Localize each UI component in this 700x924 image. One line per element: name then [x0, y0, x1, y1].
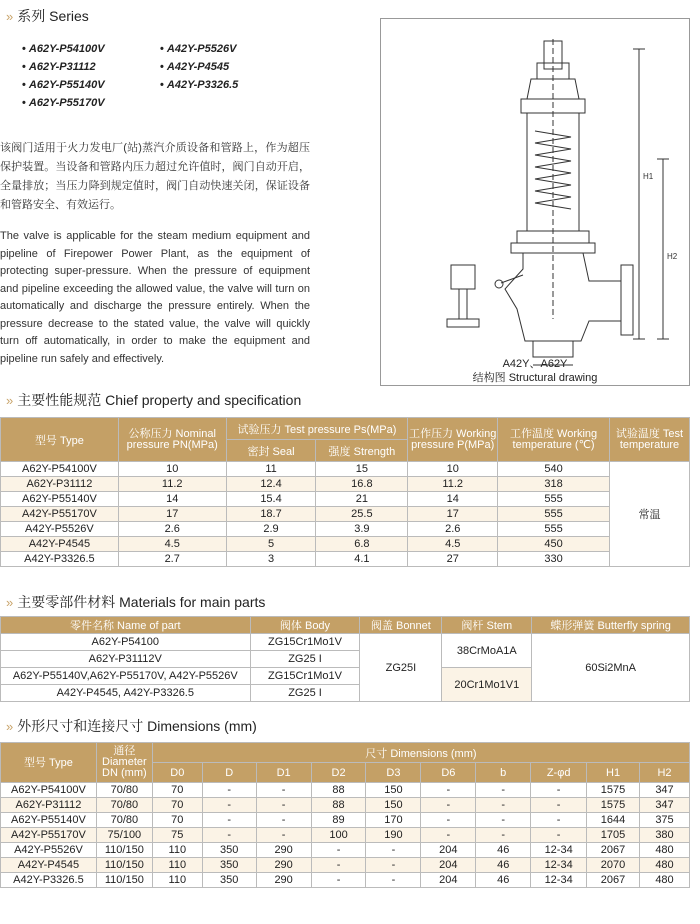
- cell: ZG25I: [360, 634, 442, 702]
- description-en: The valve is applicable for the steam medium equipment and pipeline of Firepower Power Plant, as the equipment of protecting super-pressure. When the pressure of equipment and pipeline exceeding the allowed value, the valve will turn on automatically and discharge the pressure entirely. When the pressure decrease to the stated value, the valve will quickly turn off automatically, in order to make the equipment and pipeline run safely and effectively.: [0, 230, 310, 365]
- cell: 350: [202, 873, 256, 888]
- table-row: [1, 634, 690, 651]
- cell: 21: [316, 492, 408, 507]
- cell: 70/80: [96, 813, 152, 828]
- series-model: • A62Y-P55140V: [22, 76, 105, 94]
- cell: A42Y-P4545: [1, 858, 97, 873]
- chief-table: [0, 417, 690, 567]
- col-d2: D2: [311, 763, 366, 783]
- cell: 100: [311, 828, 366, 843]
- cell: A62Y-P31112V: [1, 651, 251, 668]
- cell: 3: [226, 552, 316, 567]
- cell: 89: [311, 813, 366, 828]
- cell: 350: [202, 858, 256, 873]
- chevron-icon: »: [6, 9, 12, 24]
- table-row: [1, 843, 690, 858]
- cell: 1575: [587, 798, 640, 813]
- cell: A42Y-P5526V: [1, 522, 119, 537]
- cell: 46: [476, 843, 531, 858]
- col-z-d: Z-φd: [531, 763, 587, 783]
- materials-title: » 主要零部件材料 Materials for main parts: [6, 594, 266, 610]
- cell: 2.9: [226, 522, 316, 537]
- col-type: 型号 Type: [1, 418, 119, 462]
- cell: -: [531, 828, 587, 843]
- cell: -: [311, 873, 366, 888]
- cell: 110: [152, 843, 202, 858]
- cell: 290: [256, 858, 311, 873]
- cell: -: [421, 783, 476, 798]
- col-test-pressure: 试验压力 Test pressure Ps(MPa): [226, 418, 408, 440]
- cell: -: [421, 798, 476, 813]
- cell: 1644: [587, 813, 640, 828]
- cell: 70: [152, 798, 202, 813]
- table-row: [1, 813, 690, 828]
- cell: 110: [152, 858, 202, 873]
- cell: A62Y-P55140V: [1, 492, 119, 507]
- cell: -: [421, 813, 476, 828]
- cell: 2.6: [118, 522, 226, 537]
- col-d3: D3: [366, 763, 421, 783]
- cell: 3.9: [316, 522, 408, 537]
- col-working-pressure: 工作压力 Working pressure P(MPa): [408, 418, 498, 462]
- chevron-icon: »: [6, 719, 12, 734]
- cell: 2070: [587, 858, 640, 873]
- cell: 10: [118, 462, 226, 477]
- cell: -: [366, 873, 421, 888]
- table-row: [1, 477, 690, 492]
- cell: -: [202, 798, 256, 813]
- cell: 2.7: [118, 552, 226, 567]
- cell: 70: [152, 813, 202, 828]
- drawing-caption: 结构图 Structural drawing: [472, 372, 598, 384]
- cell: 11: [226, 462, 316, 477]
- series-title: » 系列 Series: [6, 8, 89, 24]
- table-row: [1, 522, 690, 537]
- cell: 17: [408, 507, 498, 522]
- cell: 170: [366, 813, 421, 828]
- cell: A62Y-P55140V: [1, 813, 97, 828]
- cell: 2067: [587, 873, 640, 888]
- series-model: • A42Y-P3326.5: [160, 76, 238, 94]
- col-nominal: 公称压力 Nominal pressure PN(MPa): [118, 418, 226, 462]
- series-model: • A62Y-P31112: [22, 58, 105, 76]
- test-temp-cell: 常温: [610, 462, 690, 567]
- chevron-icon: »: [6, 595, 12, 610]
- table-row: [1, 492, 690, 507]
- cell: 12-34: [531, 843, 587, 858]
- cell: -: [531, 798, 587, 813]
- cell: 110: [152, 873, 202, 888]
- col-working-temp: 工作温度 Working temperature (℃): [498, 418, 610, 462]
- cell: -: [256, 798, 311, 813]
- cell: -: [366, 843, 421, 858]
- cell: 190: [366, 828, 421, 843]
- cell: 10: [408, 462, 498, 477]
- cell: 204: [421, 873, 476, 888]
- cell: 18.7: [226, 507, 316, 522]
- cell: 11.2: [118, 477, 226, 492]
- cell: 1575: [587, 783, 640, 798]
- table-row: [1, 828, 690, 843]
- cell: -: [476, 813, 531, 828]
- col-stem: 阀杆 Stem: [442, 617, 532, 634]
- cell: 290: [256, 843, 311, 858]
- table-row: [1, 858, 690, 873]
- structural-drawing: [380, 18, 690, 386]
- col-d1: D1: [256, 763, 311, 783]
- cell: 555: [498, 522, 610, 537]
- cell: -: [256, 828, 311, 843]
- cell: ZG25 I: [250, 651, 360, 668]
- cell: -: [421, 828, 476, 843]
- cell: A42Y-P4545: [1, 537, 119, 552]
- cell: 204: [421, 843, 476, 858]
- cell: A42Y-P4545, A42Y-P3326.5: [1, 685, 251, 702]
- cell: 150: [366, 783, 421, 798]
- col-dims: 尺寸 Dimensions (mm): [152, 743, 689, 763]
- cell: A62Y-P55140V,A62Y-P55170V, A42Y-P5526V: [1, 668, 251, 685]
- cell: -: [476, 783, 531, 798]
- cell: -: [531, 813, 587, 828]
- cell: A62Y-P54100: [1, 634, 251, 651]
- col-bonnet: 阀盖 Bonnet: [360, 617, 442, 634]
- col-h1: H1: [587, 763, 640, 783]
- cell: 46: [476, 873, 531, 888]
- cell: 15.4: [226, 492, 316, 507]
- cell: A62Y-P31112: [1, 477, 119, 492]
- series-model: • A62Y-P55170V: [22, 94, 105, 112]
- dim-label-h2: H2: [667, 252, 678, 261]
- cell: 14: [408, 492, 498, 507]
- cell: A42Y-P55170V: [1, 507, 119, 522]
- cell: 25.5: [316, 507, 408, 522]
- series-model: • A62Y-P54100V: [22, 40, 105, 58]
- cell: 4.5: [118, 537, 226, 552]
- cell: 70: [152, 783, 202, 798]
- cell: 70/80: [96, 783, 152, 798]
- valve-drawing-svg: [381, 19, 689, 385]
- chief-title: » 主要性能规范 Chief property and specification: [6, 392, 302, 408]
- cell: 88: [311, 783, 366, 798]
- cell: 330: [498, 552, 610, 567]
- col-type: 型号 Type: [1, 743, 97, 783]
- materials-table: [0, 616, 690, 702]
- cell: 27: [408, 552, 498, 567]
- chevron-icon: »: [6, 393, 12, 408]
- col-d: D: [202, 763, 256, 783]
- cell: A62Y-P31112: [1, 798, 97, 813]
- cell: 318: [498, 477, 610, 492]
- cell: -: [256, 783, 311, 798]
- dimensions-table: [0, 742, 690, 888]
- cell: 17: [118, 507, 226, 522]
- cell: A42Y-P3326.5: [1, 552, 119, 567]
- col-dn: 通径 Diameter DN (mm): [96, 743, 152, 783]
- cell: 60Si2MnA: [532, 634, 690, 702]
- dimensions-title: » 外形尺寸和连接尺寸 Dimensions (mm): [6, 718, 257, 734]
- dim-label-h1: H1: [643, 172, 654, 181]
- col-d6: D6: [421, 763, 476, 783]
- cell: 11.2: [408, 477, 498, 492]
- cell: 2067: [587, 843, 640, 858]
- cell: 38CrMoA1A: [442, 634, 532, 668]
- series-model: • A42Y-P5526V: [160, 40, 238, 58]
- cell: A62Y-P54100V: [1, 462, 119, 477]
- col-spring: 蝶形弹簧 Butterfly spring: [532, 617, 690, 634]
- cell: 5: [226, 537, 316, 552]
- col-body: 阀体 Body: [250, 617, 360, 634]
- cell: 75: [152, 828, 202, 843]
- cell: 150: [366, 798, 421, 813]
- cell: 480: [640, 873, 690, 888]
- cell: 480: [640, 843, 690, 858]
- cell: A42Y-P55170V: [1, 828, 97, 843]
- cell: -: [202, 828, 256, 843]
- cell: 12-34: [531, 873, 587, 888]
- cell: -: [202, 783, 256, 798]
- cell: -: [311, 843, 366, 858]
- cell: A42Y-P3326.5: [1, 873, 97, 888]
- cell: 350: [202, 843, 256, 858]
- table-row: [1, 552, 690, 567]
- col-h2: H2: [640, 763, 690, 783]
- cell: 15: [316, 462, 408, 477]
- cell: ZG25 I: [250, 685, 360, 702]
- cell: 375: [640, 813, 690, 828]
- table-row: [1, 798, 690, 813]
- cell: -: [256, 813, 311, 828]
- col-b: b: [476, 763, 531, 783]
- cell: 6.8: [316, 537, 408, 552]
- table-row: [1, 462, 690, 477]
- col-strength: 强度 Strength: [316, 440, 408, 462]
- cell: -: [476, 798, 531, 813]
- cell: 14: [118, 492, 226, 507]
- drawing-model-caption: A42Y、A62Y: [502, 358, 568, 370]
- cell: 4.1: [316, 552, 408, 567]
- cell: 110/150: [96, 873, 152, 888]
- cell: 540: [498, 462, 610, 477]
- cell: 347: [640, 783, 690, 798]
- cell: 290: [256, 873, 311, 888]
- cell: 75/100: [96, 828, 152, 843]
- cell: 110/150: [96, 843, 152, 858]
- cell: ZG15Cr1Mo1V: [250, 634, 360, 651]
- cell: 70/80: [96, 798, 152, 813]
- col-seal: 密封 Seal: [226, 440, 316, 462]
- cell: 2.6: [408, 522, 498, 537]
- cell: 16.8: [316, 477, 408, 492]
- col-part: 零件名称 Name of part: [1, 617, 251, 634]
- cell: 555: [498, 507, 610, 522]
- cell: -: [366, 858, 421, 873]
- cell: 480: [640, 858, 690, 873]
- col-test-temp: 试验温度 Test temperature: [610, 418, 690, 462]
- cell: A42Y-P5526V: [1, 843, 97, 858]
- cell: 1705: [587, 828, 640, 843]
- cell: 347: [640, 798, 690, 813]
- cell: -: [311, 858, 366, 873]
- table-row: [1, 537, 690, 552]
- cell: 110/150: [96, 858, 152, 873]
- cell: -: [202, 813, 256, 828]
- description-zh: 该阀门适用于火力发电厂(站)蒸汽介质设备和管路上，作为超压保护装置。当设备和管路内压力超过允许值时，阀门自动开启，全量排放；当压力降到规定值时，阀门自动快速关闭，保证设备和管路安全、有效运行。: [0, 142, 310, 211]
- series-col-2: [160, 40, 238, 94]
- table-row: [1, 873, 690, 888]
- cell: 380: [640, 828, 690, 843]
- cell: 20Cr1Mo1V1: [442, 668, 532, 702]
- cell: A62Y-P54100V: [1, 783, 97, 798]
- cell: 555: [498, 492, 610, 507]
- cell: -: [476, 828, 531, 843]
- cell: 204: [421, 858, 476, 873]
- table-row: [1, 507, 690, 522]
- cell: 12.4: [226, 477, 316, 492]
- cell: 88: [311, 798, 366, 813]
- cell: -: [531, 783, 587, 798]
- series-model: • A42Y-P4545: [160, 58, 238, 76]
- cell: ZG15Cr1Mo1V: [250, 668, 360, 685]
- table-row: [1, 783, 690, 798]
- col-d0: D0: [152, 763, 202, 783]
- series-col-1: [22, 40, 105, 112]
- cell: 450: [498, 537, 610, 552]
- cell: 12-34: [531, 858, 587, 873]
- cell: 46: [476, 858, 531, 873]
- cell: 4.5: [408, 537, 498, 552]
